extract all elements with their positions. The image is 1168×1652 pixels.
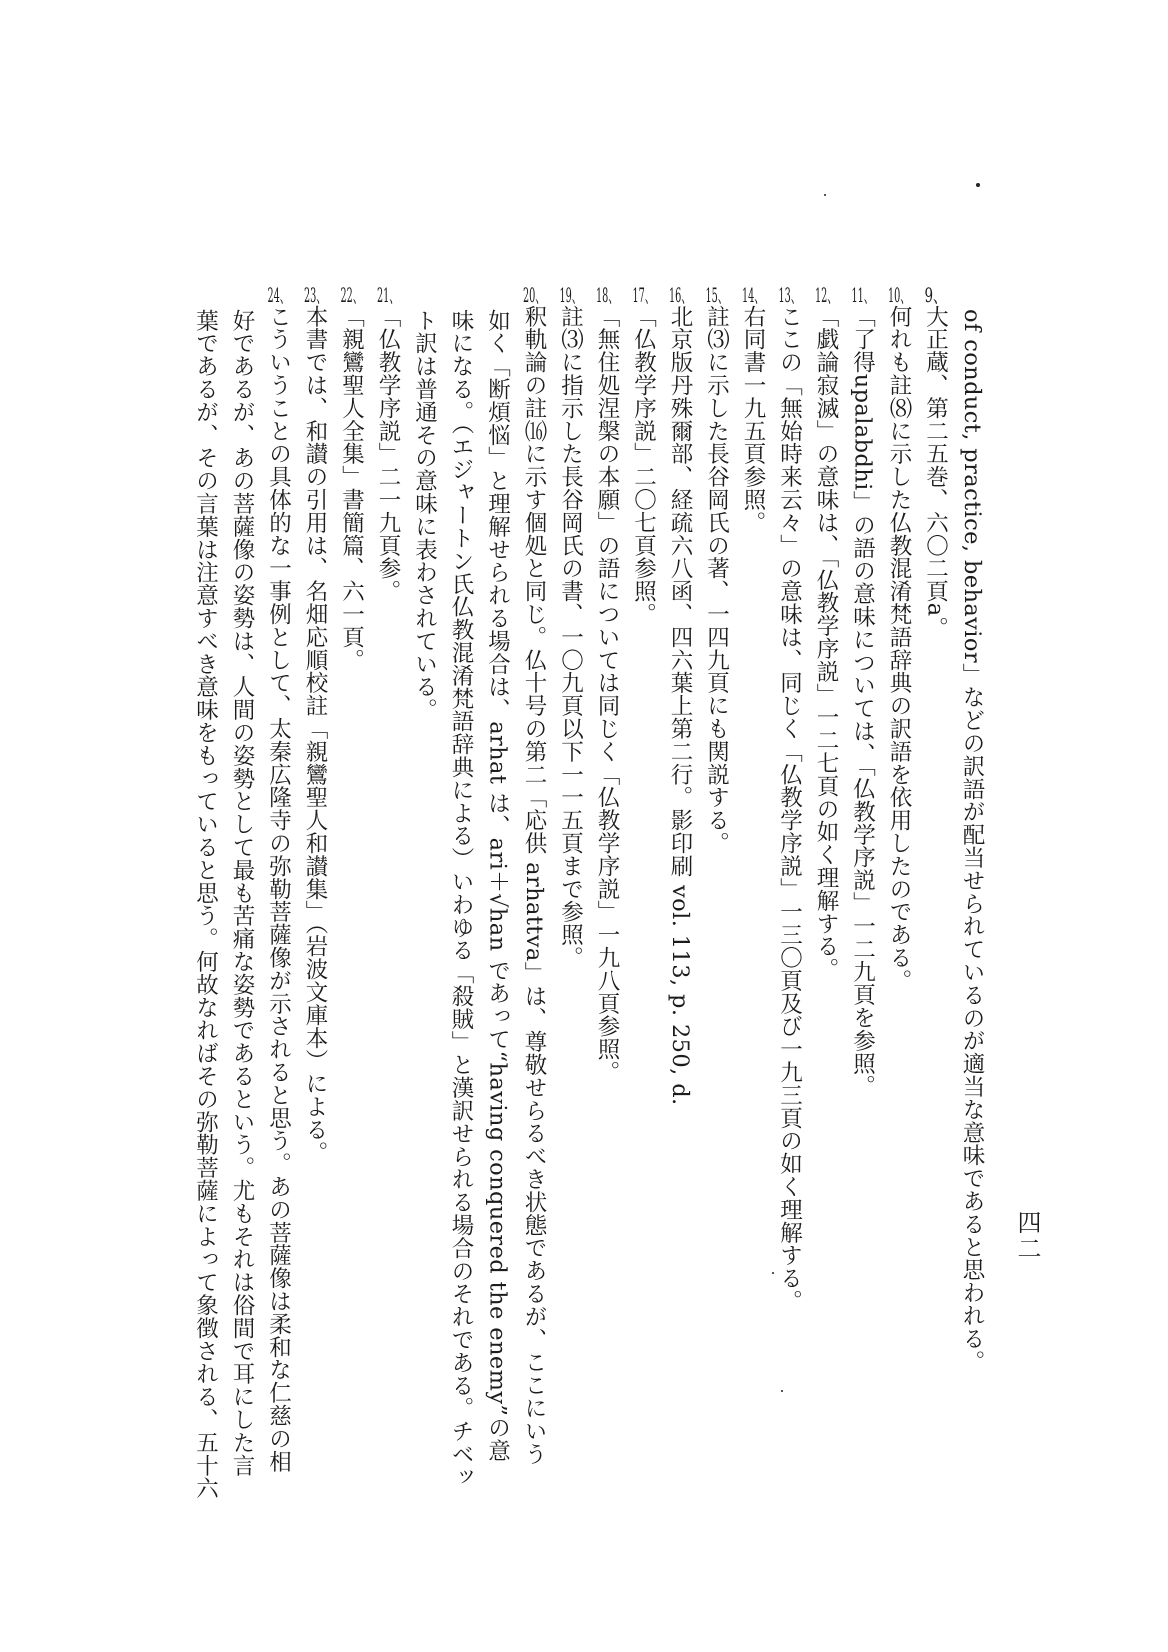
note-line <box>954 285 991 1625</box>
note-line <box>479 285 516 1625</box>
note-text: 「親鸞聖人全集」書簡篇、六一頁。 <box>338 305 365 672</box>
note-text: ト訳は普通その意味に表わされている。 <box>411 309 438 722</box>
note-text: 北京版丹殊爾部、経疏六八函、四六葉上第二行。影印刷 vol. 113, p. 250, d. <box>667 305 693 1106</box>
scan-speck <box>781 1390 783 1392</box>
note-text: ここの「無始時来云々」の意味は、同じく「仏教学序説」一三〇頁及び一九三頁の如く理解する。 <box>776 305 803 1313</box>
note-text: 釈軌論の註⒃に示す個処と同じ。仏十号の第二「応供 arhattva」は、尊敬せらるべき状態であるが、ここにいう <box>521 305 547 1466</box>
note-text: 「仏教学序説」二一九頁参。 <box>375 305 401 603</box>
note-text: 何れも註⑻に示した仏教混淆梵語辞典の訳語を依用したのである。 <box>886 305 912 992</box>
note-line <box>844 285 881 1625</box>
note-text: 如く「断煩悩」と理解せられる場合は、arhat は、ari＋√han であって“having conquered the enemy”の意 <box>484 309 511 1463</box>
note-number: 10、 <box>888 285 910 305</box>
note-line <box>735 285 772 1625</box>
note-text: 「了得upalabdhi」の語の意味については、「仏教学序説」一二九頁を参照。 <box>849 305 876 1098</box>
note-line <box>370 285 407 1625</box>
note-number: 17、 <box>632 285 655 305</box>
note-text: 味になる。（エジャートン氏仏教混淆梵語辞典による）いわゆる「殺賊」と漢訳せられる場合のそれである。チベッ <box>448 309 474 1489</box>
note-number: 13、 <box>778 285 801 305</box>
note-number: 14、 <box>742 285 764 305</box>
note-text: 好であるが、あの菩薩像の姿勢は、人間の姿勢として最も苦痛な姿勢であるという。尤もそれは俗間で耳にした言 <box>229 309 255 1477</box>
note-line <box>917 285 954 1625</box>
note-line <box>662 285 699 1625</box>
note-text: 「無住処涅槃の本願」の語については同じく「仏教学序説」一九八頁参照。 <box>594 305 620 1084</box>
note-text: 葉であるが、その言葉は注意すべき意味をもっていると思う。何故なればその弥勒菩薩によって象徴される、五十六 <box>192 309 219 1500</box>
note-line <box>625 285 662 1625</box>
note-line <box>297 285 334 1625</box>
note-text: 「仏教学序説」二〇七頁参照。 <box>630 305 657 626</box>
note-text: 註⑶に示した長谷岡氏の著、一四九頁にも関説する。 <box>703 305 730 855</box>
page-number: 四二 <box>1013 1210 1041 1262</box>
note-number: 11、 <box>851 285 874 305</box>
note-text: こういうことの具体的な一事例として、太秦広隆寺の弥勒菩薩像が示されると思う。あの菩薩像は柔和な仁慈の相 <box>265 305 292 1473</box>
note-line <box>224 285 261 1625</box>
note-text: 大正蔵、第二五巻、六〇二頁a。 <box>922 305 949 640</box>
note-line <box>808 285 845 1625</box>
note-number: 19、 <box>559 285 582 305</box>
note-line <box>333 285 370 1625</box>
note-text: 「戯論寂滅」の意味は、「仏教学序説」一二七頁の如く理解する。 <box>813 305 839 981</box>
note-text: 右同書一九五頁参照。 <box>740 305 766 534</box>
note-line <box>187 285 224 1625</box>
note-line <box>881 285 918 1625</box>
note-line <box>443 285 480 1625</box>
note-line <box>406 285 443 1625</box>
note-line <box>516 285 553 1625</box>
note-number: 9、 <box>924 285 947 305</box>
note-number: 22、 <box>340 285 363 305</box>
note-number: 23、 <box>304 285 326 305</box>
note-line <box>771 285 808 1625</box>
note-number: 24、 <box>267 285 290 305</box>
scan-speck <box>772 1272 774 1274</box>
note-line <box>552 285 589 1625</box>
note-number: 15、 <box>705 285 728 305</box>
note-line <box>698 285 735 1625</box>
note-text: 註⑶に指示した長谷岡氏の書、一〇九頁以下一一五頁まで参照。 <box>557 305 584 970</box>
scan-speck <box>976 183 980 187</box>
note-number: 16、 <box>669 285 691 305</box>
note-number: 18、 <box>596 285 618 305</box>
notes-text-block <box>140 285 990 1625</box>
note-number: 12、 <box>815 285 837 305</box>
note-text: of conduct, practice, behavior」などの訳語が配当せられているのが適当な意味であると思われる。 <box>959 309 985 1373</box>
note-line <box>260 285 297 1625</box>
scan-speck <box>824 194 826 196</box>
note-number: 20、 <box>523 285 545 305</box>
note-line <box>589 285 626 1625</box>
note-text: 本書では、和讃の引用は、名畑応順校註「親鸞聖人和讃集」（岩波文庫本）による。 <box>302 305 328 1164</box>
note-number: 21、 <box>377 285 399 305</box>
